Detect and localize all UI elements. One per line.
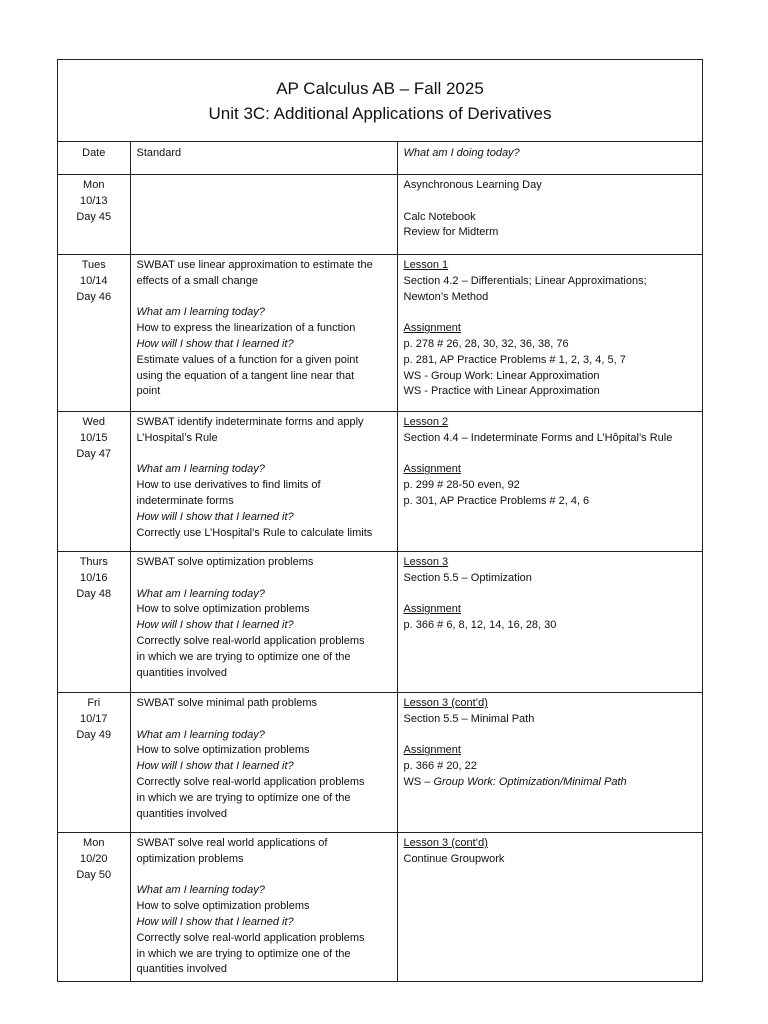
table-row bbox=[58, 693, 702, 833]
lesson-label: Lesson 1 bbox=[403, 259, 449, 271]
day-name: Mon bbox=[83, 837, 105, 849]
learning-label: What am I learning today? bbox=[136, 463, 265, 476]
continue-text: Continue Groupwork bbox=[403, 852, 505, 865]
learning-text: How to express the linearization of a function bbox=[136, 322, 356, 335]
date-text: 10/17 bbox=[79, 712, 108, 725]
table-header-row bbox=[58, 142, 702, 175]
learning-text: How to solve optimization problems bbox=[136, 744, 310, 757]
learning-text: How to solve optimization problems bbox=[136, 603, 310, 616]
assignment-item: p. 278 # 26, 28, 30, 32, 36, 38, 76 bbox=[403, 337, 569, 350]
show-text: in which we are trying to optimize one of the bbox=[136, 947, 351, 960]
day-name: Mon bbox=[83, 179, 105, 191]
day-number: Day 50 bbox=[76, 868, 112, 881]
learning-label: What am I learning today? bbox=[136, 587, 265, 600]
date-cell bbox=[58, 693, 130, 833]
learning-label: What am I learning today? bbox=[136, 728, 265, 741]
show-text: point bbox=[136, 385, 161, 398]
today-cell bbox=[397, 552, 702, 693]
date-cell bbox=[58, 552, 130, 693]
standard-cell bbox=[130, 693, 397, 833]
day-name: Fri bbox=[87, 697, 101, 709]
show-label: How will I show that I learned it? bbox=[136, 915, 294, 928]
date-cell bbox=[58, 412, 130, 552]
lesson-label: Lesson 3 (cont’d) bbox=[403, 837, 488, 849]
assignment-item: p. 366 # 20, 22 bbox=[403, 760, 477, 773]
swbat-text: SWBAT identify indeterminate forms and apply bbox=[136, 416, 364, 428]
show-text: in which we are trying to optimize one of the bbox=[136, 791, 351, 804]
show-text: quantities involved bbox=[136, 807, 228, 820]
assignment-label: Assignment bbox=[403, 463, 461, 476]
assignment-label: Assignment bbox=[403, 322, 461, 335]
show-text: quantities involved bbox=[136, 666, 228, 679]
unit-title: Unit 3C: Additional Applications of Derivatives bbox=[208, 103, 552, 123]
async-item: Review for Midterm bbox=[403, 226, 499, 239]
date-text: 10/14 bbox=[79, 274, 108, 287]
show-label: How will I show that I learned it? bbox=[136, 760, 294, 773]
standard-cell bbox=[130, 552, 397, 693]
today-cell bbox=[397, 412, 702, 552]
table-row bbox=[58, 255, 702, 412]
section-text: Section 5.5 – Optimization bbox=[403, 571, 532, 584]
learning-text: How to use derivatives to find limits of bbox=[136, 479, 321, 492]
show-text: Correctly solve real-world application problems bbox=[136, 775, 365, 788]
table-row bbox=[58, 833, 702, 982]
schedule-table bbox=[58, 142, 702, 981]
lesson-label: Lesson 3 bbox=[403, 556, 449, 568]
show-text: using the equation of a tangent line near that bbox=[136, 369, 355, 382]
date-cell bbox=[58, 175, 130, 255]
assignment-label: Assignment bbox=[403, 603, 461, 616]
day-name: Tues bbox=[81, 259, 106, 271]
show-label: How will I show that I learned it? bbox=[136, 619, 294, 632]
assignment-item: p. 301, AP Practice Problems # 2, 4, 6 bbox=[403, 494, 590, 507]
section-text: Section 4.4 – Indeterminate Forms and L’Hôpital’s Rule bbox=[403, 431, 673, 444]
section-text: Section 4.2 – Differentials; Linear Approximations; bbox=[403, 274, 647, 287]
swbat-text: SWBAT use linear approximation to estimate the bbox=[136, 259, 373, 271]
header-today: What am I doing today? bbox=[397, 142, 702, 175]
today-cell bbox=[397, 693, 702, 833]
async-item: Calc Notebook bbox=[403, 210, 476, 223]
standard-cell bbox=[130, 175, 397, 255]
learning-text: How to solve optimization problems bbox=[136, 900, 310, 913]
day-number: Day 48 bbox=[76, 587, 112, 600]
assignment-item: WS - Practice with Linear Approximation bbox=[403, 385, 600, 398]
table-row bbox=[58, 175, 702, 255]
header-date: Date bbox=[58, 142, 130, 175]
show-text: Correctly use L’Hospital’s Rule to calculate limits bbox=[136, 526, 373, 539]
date-cell bbox=[58, 833, 130, 982]
swbat-text: effects of a small change bbox=[136, 274, 258, 287]
assignment-label: Assignment bbox=[403, 744, 461, 757]
show-text: in which we are trying to optimize one of the bbox=[136, 650, 351, 663]
swbat-text: SWBAT solve optimization problems bbox=[136, 556, 314, 568]
show-text: Correctly solve real-world application problems bbox=[136, 634, 365, 647]
swbat-text: SWBAT solve real world applications of bbox=[136, 837, 328, 849]
swbat-text: optimization problems bbox=[136, 852, 244, 865]
ws-prefix: WS – bbox=[403, 775, 434, 788]
day-number: Day 46 bbox=[76, 290, 112, 303]
title-block bbox=[58, 60, 702, 142]
learning-label: What am I learning today? bbox=[136, 884, 265, 897]
swbat-text: SWBAT solve minimal path problems bbox=[136, 697, 318, 709]
schedule-document bbox=[57, 59, 703, 982]
swbat-text: L’Hospital’s Rule bbox=[136, 431, 218, 444]
show-text: quantities involved bbox=[136, 963, 228, 976]
day-name: Wed bbox=[82, 416, 105, 428]
today-cell bbox=[397, 175, 702, 255]
section-text: Section 5.5 – Minimal Path bbox=[403, 712, 535, 725]
table-row bbox=[58, 412, 702, 552]
today-cell bbox=[397, 833, 702, 982]
assignment-item: WS - Group Work: Linear Approximation bbox=[403, 369, 600, 382]
day-name: Thurs bbox=[79, 556, 108, 568]
show-label: How will I show that I learned it? bbox=[136, 510, 294, 523]
table-row bbox=[58, 552, 702, 693]
show-label: How will I show that I learned it? bbox=[136, 337, 294, 350]
today-cell bbox=[397, 255, 702, 412]
course-title: AP Calculus AB – Fall 2025 bbox=[276, 78, 484, 98]
header-standard: Standard bbox=[130, 142, 397, 175]
lesson-label: Lesson 3 (cont’d) bbox=[403, 697, 488, 709]
standard-cell bbox=[130, 833, 397, 982]
day-number: Day 45 bbox=[76, 210, 112, 223]
date-text: 10/15 bbox=[79, 431, 108, 444]
date-text: 10/13 bbox=[79, 194, 108, 207]
standard-cell bbox=[130, 255, 397, 412]
section-text: Newton’s Method bbox=[403, 290, 489, 303]
show-text: Correctly solve real-world application problems bbox=[136, 931, 365, 944]
learning-text: indeterminate forms bbox=[136, 494, 234, 507]
date-text: 10/20 bbox=[79, 852, 108, 865]
date-text: 10/16 bbox=[79, 571, 108, 584]
standard-cell bbox=[130, 412, 397, 552]
assignment-item: p. 299 # 28-50 even, 92 bbox=[403, 479, 520, 492]
ws-title: Group Work: Optimization/Minimal Path bbox=[433, 775, 627, 788]
assignment-item bbox=[404, 775, 697, 791]
day-number: Day 47 bbox=[76, 447, 112, 460]
day-number: Day 49 bbox=[76, 728, 112, 741]
date-cell bbox=[58, 255, 130, 412]
async-title: Asynchronous Learning Day bbox=[403, 179, 542, 191]
assignment-item: p. 281, AP Practice Problems # 1, 2, 3, 4, 5, 7 bbox=[403, 353, 626, 366]
learning-label: What am I learning today? bbox=[136, 306, 265, 319]
assignment-item: p. 366 # 6, 8, 12, 14, 16, 28, 30 bbox=[403, 619, 557, 632]
lesson-label: Lesson 2 bbox=[403, 416, 449, 428]
show-text: Estimate values of a function for a given point bbox=[136, 353, 359, 366]
